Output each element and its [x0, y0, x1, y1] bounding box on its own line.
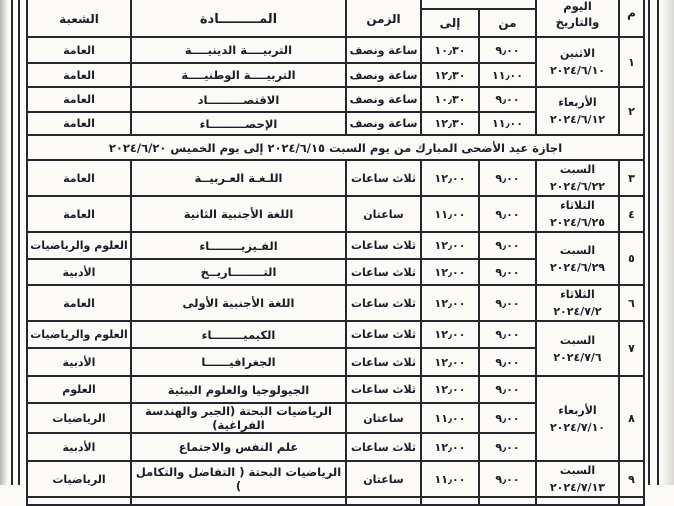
exam-to-time: ١٢٫٣٠ — [421, 112, 479, 135]
exam-duration: ثلاث ساعات — [346, 433, 421, 461]
exam-from-time: ٩٫٠٠ — [479, 433, 536, 461]
frame-line-left-outer — [11, 0, 13, 485]
header-to: إلى — [421, 9, 479, 37]
exam-from-time: ٩٫٠٠ — [479, 259, 536, 285]
exam-day-date — [536, 285, 619, 321]
exam-to-time: ١٢٫٣٠ — [421, 63, 479, 87]
exam-from-time: ٩٫٠٠ — [479, 461, 536, 497]
exam-section: الرياضيات — [27, 403, 131, 433]
exam-subject: التربيــــة الدينيــــة — [131, 37, 346, 63]
partial-cell — [27, 497, 131, 505]
exam-day: السبت — [559, 163, 596, 176]
header-row-main — [27, 0, 644, 9]
exam-subject: اللغة الأجنبية الثانية — [131, 196, 346, 232]
exam-day-date — [536, 196, 619, 232]
exam-to-time: ١١٫٠٠ — [421, 403, 479, 433]
header-num: م — [619, 0, 644, 37]
exam-section: الرياضيات — [27, 461, 131, 497]
exam-to-time: ١٢٫٠٠ — [421, 376, 479, 403]
exam-schedule-table — [26, 0, 645, 506]
exam-section: العلوم — [27, 376, 131, 403]
header-day-line1: اليوم — [563, 0, 592, 13]
exam-date: ٢٠٢٤/٧/١٣ — [549, 481, 606, 495]
exam-day-date — [536, 376, 619, 461]
holiday-notice-row — [27, 135, 644, 160]
exam-subject: اللـغـة العـربيــة — [131, 160, 346, 196]
exam-date: ٢٠٢٤/٧/٢ — [553, 305, 602, 319]
partial-cell — [619, 497, 644, 505]
exam-to-time: ١٠٫٣٠ — [421, 37, 479, 63]
exam-day: الأربعاء — [558, 403, 597, 417]
exam-from-time: ٩٫٠٠ — [479, 87, 536, 112]
exam-duration: ثلاث ساعات — [346, 232, 421, 259]
header-from: من — [479, 9, 536, 37]
exam-day-date — [536, 87, 619, 135]
exam-from-time: ٩٫٠٠ — [479, 321, 536, 348]
exam-day: الثلاثاء — [560, 199, 595, 213]
exam-day: الثلاثاء — [560, 288, 595, 302]
row-number: ٧ — [619, 321, 644, 376]
frame-line-left-inner — [18, 0, 20, 485]
exam-schedule-sheet — [26, 0, 645, 506]
exam-subject: علم النفس والاجتماع — [131, 433, 346, 461]
frame-line-right-outer — [657, 0, 659, 485]
header-subject: المـــــــــادة — [131, 0, 346, 37]
exam-to-time: ١٢٫٠٠ — [421, 285, 479, 321]
exam-subject: الجغرافيــــــا — [131, 348, 346, 376]
exam-day-date — [536, 461, 619, 497]
exam-date: ٢٠٢٤/٦/٢٥ — [549, 216, 606, 230]
exam-day: السبت — [559, 243, 596, 257]
row-number: ٥ — [619, 232, 644, 285]
exam-section: العامة — [27, 112, 131, 135]
exam-date: ٢٠٢٤/٦/٢٢ — [549, 180, 606, 194]
exam-from-time: ٩٫٠٠ — [479, 348, 536, 376]
row-number: ٤ — [619, 196, 644, 232]
exam-duration: ساعة ونصف — [346, 87, 421, 112]
exam-row — [27, 376, 644, 403]
exam-date: ٢٠٢٤/٦/٢٩ — [549, 260, 606, 274]
row-number: ٨ — [619, 376, 644, 461]
exam-day-date — [536, 160, 619, 196]
exam-subject: التــــــــاريــخ — [131, 259, 346, 285]
exam-section: العامة — [27, 37, 131, 63]
exam-section: الأدبية — [27, 259, 131, 285]
exam-subject: الرياضيات البحتة (الجبر والهندسة الفراغية) — [131, 403, 346, 433]
partial-cell — [346, 497, 421, 505]
exam-section: العلوم والرياضيات — [27, 232, 131, 259]
exam-from-time: ٩٫٠٠ — [479, 232, 536, 259]
exam-day-date — [536, 37, 619, 87]
exam-to-time: ١١٫٠٠ — [421, 196, 479, 232]
exam-duration: ثلاث ساعات — [346, 160, 421, 196]
frame-line-right-inner — [648, 0, 650, 485]
exam-from-time: ٩٫٠٠ — [479, 37, 536, 63]
exam-to-time: ١١٫٠٠ — [421, 461, 479, 497]
exam-row — [27, 285, 644, 321]
exam-duration: ساعة ونصف — [346, 63, 421, 87]
header-duration: الزمن — [346, 0, 421, 37]
partial-cell — [479, 497, 536, 505]
exam-duration: ثلاث ساعات — [346, 285, 421, 321]
exam-row — [27, 87, 644, 112]
exam-day: الأربعاء — [558, 95, 597, 109]
exam-section: العلوم والرياضيات — [27, 321, 131, 348]
exam-from-time: ٩٫٠٠ — [479, 376, 536, 403]
exam-subject: اللغة الأجنبية الأولى — [131, 285, 346, 321]
exam-from-time: ٩٫٠٠ — [479, 285, 536, 321]
holiday-notice-text: اجازة عيد الأضحى المبارك من يوم السبت ٢٠٢٤/٦/١٥ إلى يوم الخميس ٢٠٢٤/٦/٢٠ — [27, 135, 644, 160]
exam-duration: ثلاث ساعات — [346, 348, 421, 376]
exam-from-time: ٩٫٠٠ — [479, 403, 536, 433]
exam-from-time: ٩٫٠٠ — [479, 160, 536, 196]
exam-to-time: ١٢٫٠٠ — [421, 433, 479, 461]
exam-subject: الجيولوجيا والعلوم البيئية — [131, 376, 346, 403]
exam-duration: ثلاث ساعات — [346, 376, 421, 403]
table-body — [27, 37, 644, 505]
header-time-span — [421, 0, 536, 9]
row-number: ٢ — [619, 87, 644, 135]
partial-cell — [421, 497, 479, 505]
exam-section: العامة — [27, 285, 131, 321]
exam-duration: ثلاث ساعات — [346, 259, 421, 285]
exam-subject: التربيــــة الوطنيــــة — [131, 63, 346, 87]
exam-to-time: ١٢٫٠٠ — [421, 160, 479, 196]
exam-section: العامة — [27, 196, 131, 232]
scan-shadow-right — [661, 0, 674, 485]
exam-day: السبت — [559, 464, 596, 478]
exam-row — [27, 37, 644, 63]
exam-duration: ساعتان — [346, 196, 421, 232]
row-number: ٩ — [619, 461, 644, 497]
exam-duration: ساعتان — [346, 403, 421, 433]
exam-row — [27, 160, 644, 196]
exam-to-time: ١٠٫٣٠ — [421, 87, 479, 112]
exam-from-time: ١١٫٠٠ — [479, 112, 536, 135]
exam-subject: الإحصـــــــــاء — [131, 112, 346, 135]
row-number: ٣ — [619, 160, 644, 196]
exam-duration: ساعة ونصف — [346, 112, 421, 135]
header-day-date — [536, 0, 619, 37]
exam-date: ٢٠٢٤/٧/٦ — [553, 350, 602, 364]
exam-row — [27, 232, 644, 259]
exam-duration: ثلاث ساعات — [346, 321, 421, 348]
exam-to-time: ١٢٫٠٠ — [421, 259, 479, 285]
exam-to-time: ١٢٫٠٠ — [421, 232, 479, 259]
partial-cell — [131, 497, 346, 505]
scan-shadow-left — [0, 0, 8, 485]
partial-bottom-row — [27, 497, 644, 505]
exam-subject: الفـيزيــــــــاء — [131, 232, 346, 259]
partial-cell — [536, 497, 619, 505]
exam-duration: ساعة ونصف — [346, 37, 421, 63]
exam-subject: الكيميــــــــاء — [131, 321, 346, 348]
exam-day: السبت — [559, 333, 596, 347]
table-header — [27, 0, 644, 37]
exam-day: الاثنين — [560, 46, 595, 60]
exam-section: العامة — [27, 87, 131, 112]
exam-day-date — [536, 232, 619, 285]
exam-date: ٢٠٢٤/٦/١٢ — [549, 113, 606, 126]
exam-subject: الرياضيات البحتة ( التفاضل والتكامل ) — [131, 461, 346, 497]
exam-to-time: ١٢٫٠٠ — [421, 348, 479, 376]
exam-section: الأدبية — [27, 348, 131, 376]
exam-date: ٢٠٢٤/٧/١٠ — [549, 420, 606, 434]
exam-row — [27, 196, 644, 232]
exam-section: العامة — [27, 160, 131, 196]
exam-row — [27, 461, 644, 497]
exam-date: ٢٠٢٤/٦/١٠ — [549, 64, 606, 77]
exam-duration: ساعتان — [346, 461, 421, 497]
header-day-line2: والتاريخ — [555, 15, 600, 30]
exam-from-time: ١١٫٠٠ — [479, 63, 536, 87]
row-number: ٦ — [619, 285, 644, 321]
exam-from-time: ٩٫٠٠ — [479, 196, 536, 232]
header-section: الشعبة — [27, 0, 131, 37]
exam-day-date — [536, 321, 619, 376]
exam-section: الأدبية — [27, 433, 131, 461]
exam-subject: الاقتصـــــــــاد — [131, 87, 346, 112]
exam-section: العامة — [27, 63, 131, 87]
row-number: ١ — [619, 37, 644, 87]
exam-to-time: ١٢٫٠٠ — [421, 321, 479, 348]
exam-row — [27, 321, 644, 348]
